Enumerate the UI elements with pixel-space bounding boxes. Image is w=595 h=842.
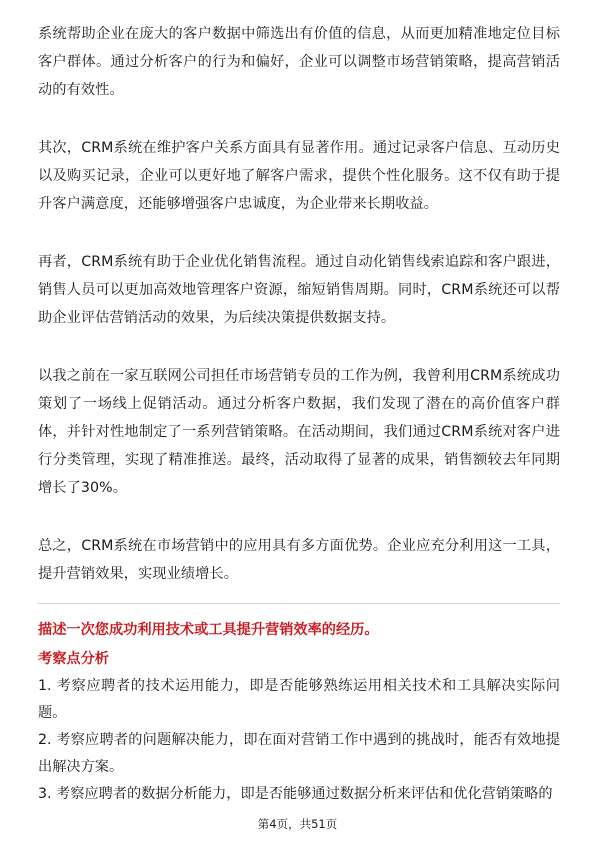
analysis-item-1: 1. 考察应聘者的技术运用能力，即是否能够熟练运用相关技术和工具解决实际问题。	[38, 678, 560, 721]
paragraph-4: 以我之前在一家互联网公司担任市场营销专员的工作为例，我曾利用CRM系统成功策划了一场线上促销活动。通过分析客户数据，我们发现了潜在的高价值客户群体，并针对性地制定了一系列营销策略。在活动期间，我们通过CRM系统对客户进行分类管理，实现了精准推送。最终，活动取得了显著的成果，销售额较去年同期增长了30%。	[38, 368, 560, 496]
paragraph-3: 再者，CRM系统有助于企业优化销售流程。通过自动化销售线索追踪和客户跟进，销售人员可以更加高效地管理客户资源，缩短销售周期。同时，CRM系统还可以帮助企业评估营销活动的效果，为后续决策提供数据支持。	[38, 254, 560, 326]
paragraph-1: 系统帮助企业在庞大的客户数据中筛选出有价值的信息，从而更加精准地定位目标客户群体。通过分析客户的行为和偏好，企业可以调整市场营销策略，提高营销活动的有效性。	[38, 26, 560, 98]
body-text	[38, 20, 560, 588]
paragraph-5: 总之，CRM系统在市场营销中的应用具有多方面优势。企业应充分利用这一工具，提升营销效果，实现业绩增长。	[38, 538, 560, 582]
analysis-title: 考察点分析	[38, 651, 109, 667]
analysis-list	[38, 673, 560, 808]
page-footer: 第4页，共51页	[257, 817, 338, 831]
interview-question: 描述一次您成功利用技术或工具提升营销效率的经历。	[38, 622, 379, 638]
section-divider	[38, 603, 560, 604]
analysis-item-2: 2. 考察应聘者的问题解决能力，即在面对营销工作中遇到的挑战时，能否有效地提出解决方案。	[38, 732, 560, 775]
paragraph-2: 其次，CRM系统在维护客户关系方面具有显著作用。通过记录客户信息、互动历史以及购买记录，企业可以更好地了解客户需求，提供个性化服务。这不仅有助于提升客户满意度，还能够增强客户忠诚度，为企业带来长期收益。	[38, 140, 560, 212]
analysis-item-3: 3. 考察应聘者的数据分析能力，即是否能够通过数据分析来评估和优化营销策略的	[38, 786, 553, 802]
